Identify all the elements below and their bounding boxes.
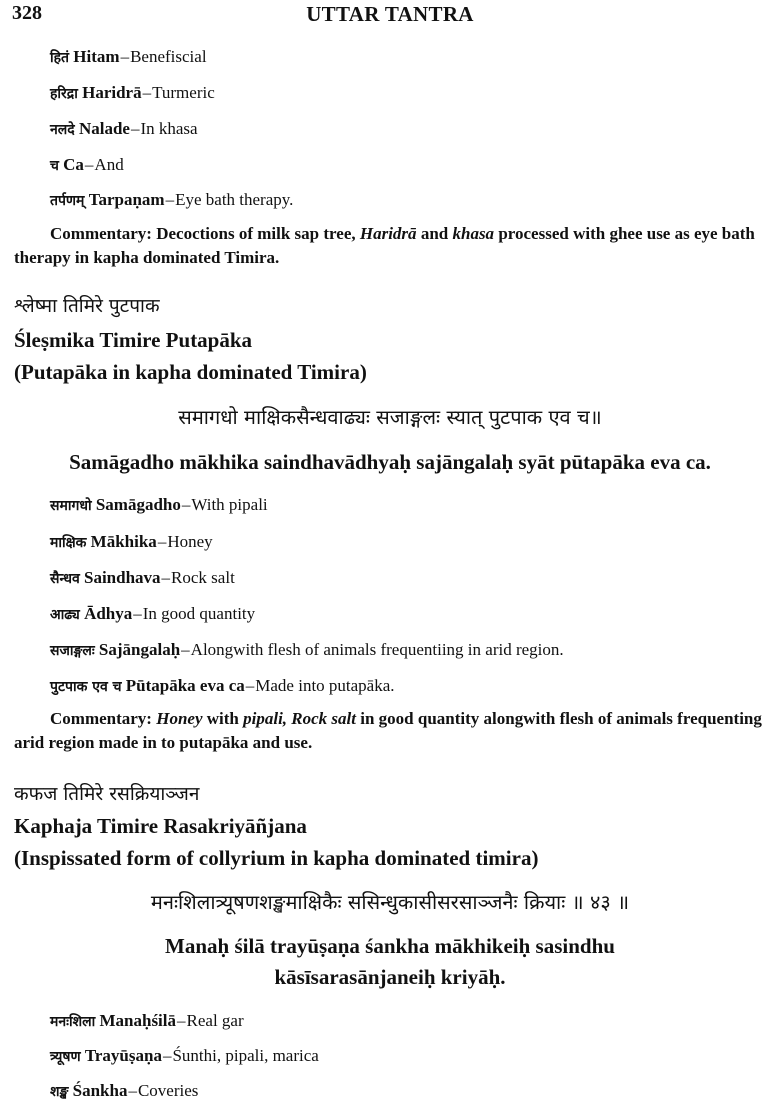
gloss-devanagari: त्र्यूषण	[50, 1049, 81, 1065]
verse-devanagari: मनःशिलात्र्यूषणशङ्खमाक्षिकैः ससिन्धुकासीसरसाञ्जनैः क्रियाः ॥ ४३ ॥	[150, 890, 630, 914]
gloss-term: Sajāngalaḥ	[98, 640, 181, 659]
gloss-entry: त्र्यूषण Trayūṣaṇa–Śunthi, pipali, marica	[50, 1046, 319, 1065]
verse-transliteration-line-2: kāsīsarasānjaneiḥ kriyāḥ.	[274, 965, 506, 989]
gloss-term: Saindhava	[84, 568, 161, 587]
gloss-term: Mākhika	[90, 532, 157, 551]
gloss-entry: हितं Hitam–Benefiscial	[50, 47, 207, 66]
gloss-devanagari: च	[50, 158, 59, 174]
gloss-meaning: Coveries	[137, 1081, 199, 1100]
commentary-paragraph	[14, 707, 766, 755]
gloss-devanagari: आढ्य	[50, 607, 80, 623]
gloss-devanagari: मनःशिला	[50, 1014, 96, 1030]
gloss-meaning: Śunthi, pipali, marica	[172, 1046, 319, 1065]
gloss-devanagari: नलदे	[50, 122, 75, 138]
gloss-entry: सजाङ्गलः Sajāngalaḥ–Alongwith flesh of animals frequentiing in arid region.	[50, 640, 564, 659]
gloss-entry: च Ca–And	[50, 155, 124, 174]
running-title: UTTAR TANTRA	[306, 2, 474, 26]
gloss-term: Haridrā	[82, 83, 142, 102]
gloss-term: Manaḥśilā	[99, 1011, 177, 1030]
gloss-entry: मनःशिला Manaḥśilā–Real gar	[50, 1011, 244, 1030]
commentary-text: processed with ghee use as eye bath therapy in kapha dominated Timira.	[14, 224, 755, 267]
gloss-term: Pūtapāka eva ca	[125, 676, 245, 695]
gloss-meaning: And	[94, 155, 124, 174]
gloss-entry: आढ्य Ādhya–In good quantity	[50, 604, 256, 623]
commentary-label: Commentary:	[50, 709, 152, 728]
gloss-term: Ādhya	[84, 604, 133, 623]
gloss-entry: पुटपाक एव च Pūtapāka eva ca–Made into putapāka.	[50, 676, 395, 695]
gloss-devanagari: सैन्धव	[50, 571, 80, 587]
gloss-devanagari: हितं	[50, 50, 70, 66]
gloss-meaning: Rock salt	[171, 568, 235, 587]
section-heading: Śleṣmika Timire Putapāka	[14, 328, 253, 352]
gloss-meaning: In khasa	[140, 119, 198, 138]
gloss-entry: तर्पणम् Tarpaṇam–Eye bath therapy.	[50, 190, 294, 209]
verse-transliteration: Samāgadho mākhika saindhavādhyaḥ sajāngalaḥ syāt pūtapāka eva ca.	[69, 450, 711, 474]
commentary-text: with	[202, 709, 244, 728]
gloss-devanagari: तर्पणम्	[50, 193, 85, 209]
commentary-italic: Rock salt	[291, 709, 356, 728]
commentary-italic: khasa	[452, 224, 495, 243]
commentary-paragraph	[14, 222, 766, 270]
gloss-entry: शङ्ख Śankha–Coveries	[50, 1081, 199, 1100]
gloss-meaning: Made into putapāka.	[255, 676, 395, 695]
commentary-label: Commentary:	[50, 224, 152, 243]
gloss-devanagari: सजाङ्गलः	[50, 643, 95, 659]
gloss-entry: माक्षिक Mākhika–Honey	[50, 532, 213, 551]
commentary-text: Decoctions of milk sap tree,	[151, 224, 360, 243]
page-number: 328	[12, 2, 42, 24]
gloss-term: Tarpaṇam	[88, 190, 165, 209]
gloss-meaning: Eye bath therapy.	[175, 190, 294, 209]
commentary-italic: Haridrā	[359, 224, 417, 243]
gloss-meaning: With pipali	[191, 495, 268, 514]
gloss-entry: नलदे Nalade–In khasa	[50, 119, 198, 138]
gloss-term: Śankha	[72, 1081, 128, 1100]
gloss-meaning: Real gar	[186, 1011, 244, 1030]
gloss-term: Ca	[63, 155, 84, 174]
gloss-meaning: Alongwith flesh of animals frequentiing in arid region.	[190, 640, 564, 659]
verse-transliteration-line-1: Manaḥ śilā trayūṣaṇa śankha mākhikeiḥ sasindhu	[165, 934, 615, 958]
gloss-meaning: In good quantity	[142, 604, 256, 623]
gloss-entry: सैन्धव Saindhava–Rock salt	[50, 568, 235, 587]
commentary-text: in good quantity alongwith flesh of animals frequenting arid region made in to putapāka and use.	[14, 709, 762, 752]
commentary-italic: pipali,	[243, 709, 288, 728]
gloss-devanagari: समागधो	[50, 498, 92, 514]
gloss-term: Trayūṣaṇa	[84, 1046, 162, 1065]
gloss-meaning: Turmeric	[152, 83, 215, 102]
section-subheading: (Putapāka in kapha dominated Timira)	[14, 360, 367, 384]
section-subheading: (Inspissated form of collyrium in kapha dominated timira)	[14, 846, 539, 870]
gloss-devanagari: माक्षिक	[50, 535, 87, 551]
gloss-entry: हरिद्रा Haridrā–Turmeric	[50, 83, 215, 102]
gloss-term: Samāgadho	[95, 495, 181, 514]
section-heading-devanagari: कफज तिमिरे रसक्रियाञ्जन	[14, 783, 200, 805]
gloss-devanagari: हरिद्रा	[50, 86, 78, 102]
gloss-meaning: Honey	[167, 532, 213, 551]
commentary-text: and	[416, 224, 453, 243]
gloss-term: Hitam	[73, 47, 120, 66]
section-heading: Kaphaja Timire Rasakriyāñjana	[14, 814, 307, 838]
section-heading-devanagari: श्लेष्मा तिमिरे पुटपाक	[14, 295, 160, 317]
page-header	[12, 2, 768, 30]
gloss-devanagari: पुटपाक एव च	[50, 679, 122, 695]
commentary-italic: Honey	[156, 709, 203, 728]
verse-devanagari: समागधो माक्षिकसैन्धवाढ्यः सजाङ्गलः स्यात् पुटपाक एव च॥	[178, 405, 602, 429]
gloss-entry: समागधो Samāgadho–With pipali	[50, 495, 268, 514]
gloss-devanagari: शङ्ख	[50, 1084, 69, 1100]
gloss-meaning: Benefiscial	[130, 47, 207, 66]
gloss-term: Nalade	[78, 119, 130, 138]
